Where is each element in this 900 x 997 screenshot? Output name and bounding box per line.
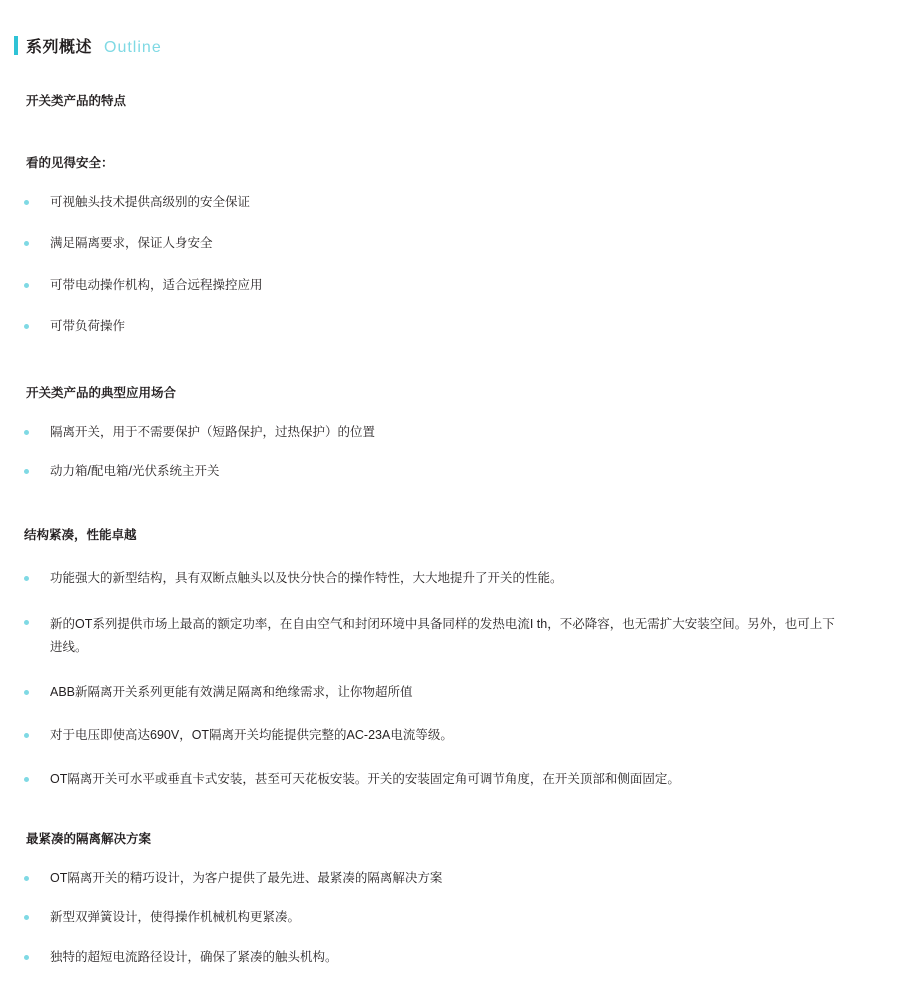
bullet-list-visible-safety	[24, 193, 880, 337]
list-item: 可带负荷操作	[24, 317, 880, 336]
block-heading-applications: 开关类产品的典型应用场合	[26, 385, 177, 400]
page-title: 系列概述	[26, 39, 93, 56]
list-item: 新型双弹簧设计，使得操作机械机构更紧凑。	[24, 908, 880, 927]
block-heading-isolation-solution: 最紧凑的隔离解决方案	[26, 832, 152, 846]
list-item: 新的OT系列提供市场上最高的额定功率，在自由空气和封闭环境中具备同样的发热电流I th，不必降容，也无需扩大安装空间。另外，也可上下进线。	[24, 613, 880, 659]
block-heading-compact-performance: 结构紧凑，性能卓越	[24, 528, 137, 543]
list-item: 可带电动操作机构，适合远程操控应用	[24, 276, 880, 295]
block-heading-visible-safety: 看的见得安全：	[26, 156, 114, 170]
bullet-list-compact-performance	[24, 569, 880, 789]
list-item: 功能强大的新型结构，具有双断点触头以及快分快合的操作特性，大大地提升了开关的性能。	[24, 569, 880, 588]
list-item: 对于电压即使高达690V，OT隔离开关均能提供完整的AC-23A电流等级。	[24, 726, 880, 745]
bullet-list-isolation-solution	[24, 869, 880, 967]
page-title-en: Outline	[104, 39, 162, 56]
list-item: 隔离开关，用于不需要保护（短路保护，过热保护）的位置	[24, 423, 880, 442]
section-header	[0, 0, 900, 57]
list-item: 动力箱/配电箱/光伏系统主开关	[24, 462, 880, 481]
accent-bar-icon	[14, 36, 18, 55]
list-item: 可视触头技术提供高级别的安全保证	[24, 193, 880, 212]
list-item: OT隔离开关的精巧设计，为客户提供了最先进、最紧凑的隔离解决方案	[24, 869, 880, 888]
bullet-list-applications	[24, 423, 880, 482]
list-item: 独特的超短电流路径设计，确保了紧凑的触头机构。	[24, 948, 880, 967]
block-heading-features: 开关类产品的特点	[26, 94, 127, 108]
list-item: ABB新隔离开关系列更能有效满足隔离和绝缘需求，让你物超所值	[24, 683, 880, 702]
list-item: 满足隔离要求，保证人身安全	[24, 234, 880, 253]
content-body	[0, 91, 900, 997]
list-item: OT隔离开关可水平或垂直卡式安装，甚至可天花板安装。开关的安装固定角可调节角度，在开关顶部和侧面固定。	[24, 770, 880, 789]
